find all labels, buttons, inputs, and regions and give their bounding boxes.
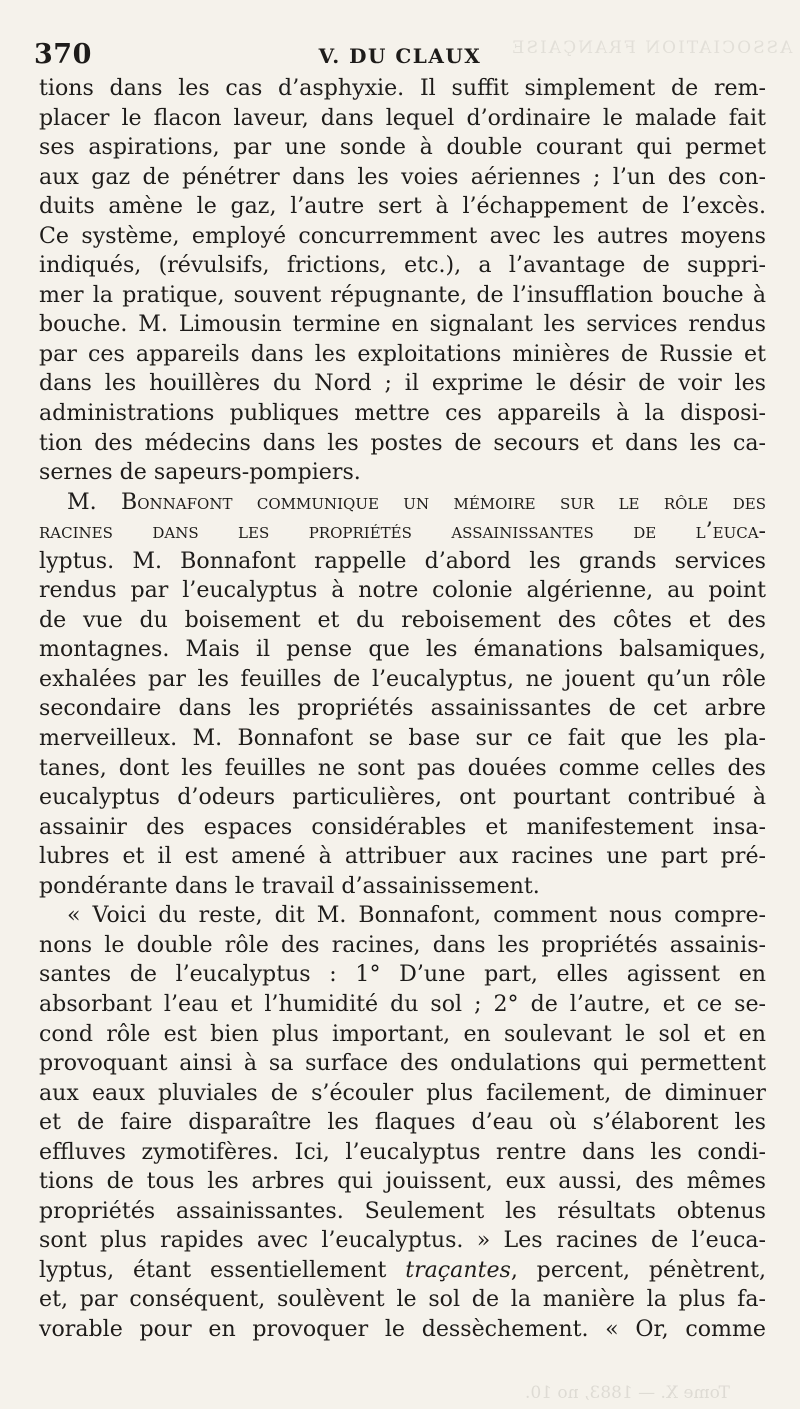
text-line: et, par conséquent, soulèvent le sol de la manière la plus fa- [39, 1286, 766, 1313]
text-line: vorable pour en provoquer le dessèchement. « Or, comme [39, 1315, 766, 1342]
text-line: par ces appareils dans les exploitations minières de Russie et [39, 340, 766, 367]
text-line: provoquant ainsi à sa surface des ondulations qui permettent [39, 1050, 766, 1077]
text-line: Ce système, employé concurremment avec les autres moyens [39, 222, 766, 249]
text-line: duits amène le gaz, l’autre sert à l’échappement de l’excès. [39, 193, 766, 220]
text-line: bouche. M. Limousin termine en signalant les services rendus [39, 311, 766, 338]
text-line: assainir des espaces considérables et manifestement insa- [39, 813, 766, 840]
text-line: tion des médecins dans les postes de secours et dans les ca- [39, 429, 766, 456]
text-line: sont plus rapides avec l’eucalyptus. » Les racines de l’euca- [39, 1227, 766, 1254]
text-line: de vue du boisement et du reboisement des côtes et des [39, 606, 766, 633]
text-line: aux eaux pluviales de s’écouler plus facilement, de diminuer [39, 1079, 766, 1106]
text-line: « Voici du reste, dit M. Bonnafont, comment nous compre- [67, 902, 766, 929]
running-head: V. DU CLAUX [318, 44, 482, 68]
text-line: dans les houillères du Nord ; il exprime le désir de voir les [39, 370, 766, 397]
text-line: montagnes. Mais il pense que les émanations balsamiques, [39, 636, 766, 663]
text-line: rendus par l’eucalyptus à notre colonie algérienne, au point [39, 577, 766, 604]
text-line: absorbant l’eau et l’humidité du sol ; 2° de l’autre, et ce se- [39, 990, 766, 1017]
text-line: et de faire disparaître les flaques d’eau où s’élaborent les [39, 1109, 766, 1136]
text-line: santes de l’eucalyptus : 1° D’une part, elles agissent en [39, 961, 766, 988]
text-line: propriétés assainissantes. Seulement les résultats obtenus [39, 1197, 766, 1224]
text-line: M. Bonnafont communique un mémoire sur le rôle des [67, 488, 766, 515]
text-line: tions de tous les arbres qui jouissent, eux aussi, des mêmes [39, 1168, 766, 1195]
text-line: lubres et il est amené à attribuer aux racines une part pré- [39, 843, 766, 870]
show-through-shadow: ASSOCIATION FRANÇAISE [509, 38, 792, 58]
text-line: pondérante dans le travail d’assainissement. [39, 872, 540, 899]
text-line: cond rôle est bien plus important, en soulevant le sol et en [39, 1020, 766, 1047]
body-text [39, 74, 766, 1345]
text-line: eucalyptus d’odeurs particulières, ont pourtant contribué à [39, 784, 766, 811]
text-line: effluves zymotifères. Ici, l’eucalyptus rentre dans les condi- [39, 1138, 766, 1165]
text-line: administrations publiques mettre ces appareils à la disposi- [39, 400, 766, 427]
text-line: secondaire dans les propriétés assainissantes de cet arbre [39, 695, 766, 722]
text-line: indiqués, (révulsifs, frictions, etc.), a l’avantage de suppri- [39, 252, 766, 279]
text-line: placer le flacon laveur, dans lequel d’ordinaire le malade fait [39, 104, 766, 131]
text-line: sernes de sapeurs-pompiers. [39, 459, 361, 486]
text-line: racines dans les propriétés assainissantes de l’euca- [39, 518, 766, 545]
show-through-footer: Tome X. — 1883, no 10. [525, 1383, 730, 1403]
text-span: lyptus, étant essentiellement [39, 1256, 387, 1283]
page-header [34, 34, 766, 68]
text-line: tanes, dont les feuilles ne sont pas douées comme celles des [39, 754, 766, 781]
text-line [39, 1256, 766, 1286]
text-line: aux gaz de pénétrer dans les voies aériennes ; l’un des con- [39, 163, 766, 190]
italic-term: traçantes [405, 1256, 511, 1283]
text-line: merveilleux. M. Bonnafont se base sur ce fait que les pla- [39, 725, 766, 752]
text-line: mer la pratique, souvent répugnante, de l’insufflation bouche à [39, 281, 766, 308]
text-line: lyptus. M. Bonnafont rappelle d’abord les grands services [39, 547, 766, 574]
text-line: ses aspirations, par une sonde à double courant qui permet [39, 134, 766, 161]
page-number: 370 [34, 39, 92, 70]
text-line: tions dans les cas d’asphyxie. Il suffit simplement de rem- [39, 75, 766, 101]
text-span: , percent, pénètrent, [510, 1256, 766, 1283]
text-line: nons le double rôle des racines, dans les propriétés assainis- [39, 931, 766, 958]
text-line: exhalées par les feuilles de l’eucalyptus, ne jouent qu’un rôle [39, 665, 766, 692]
